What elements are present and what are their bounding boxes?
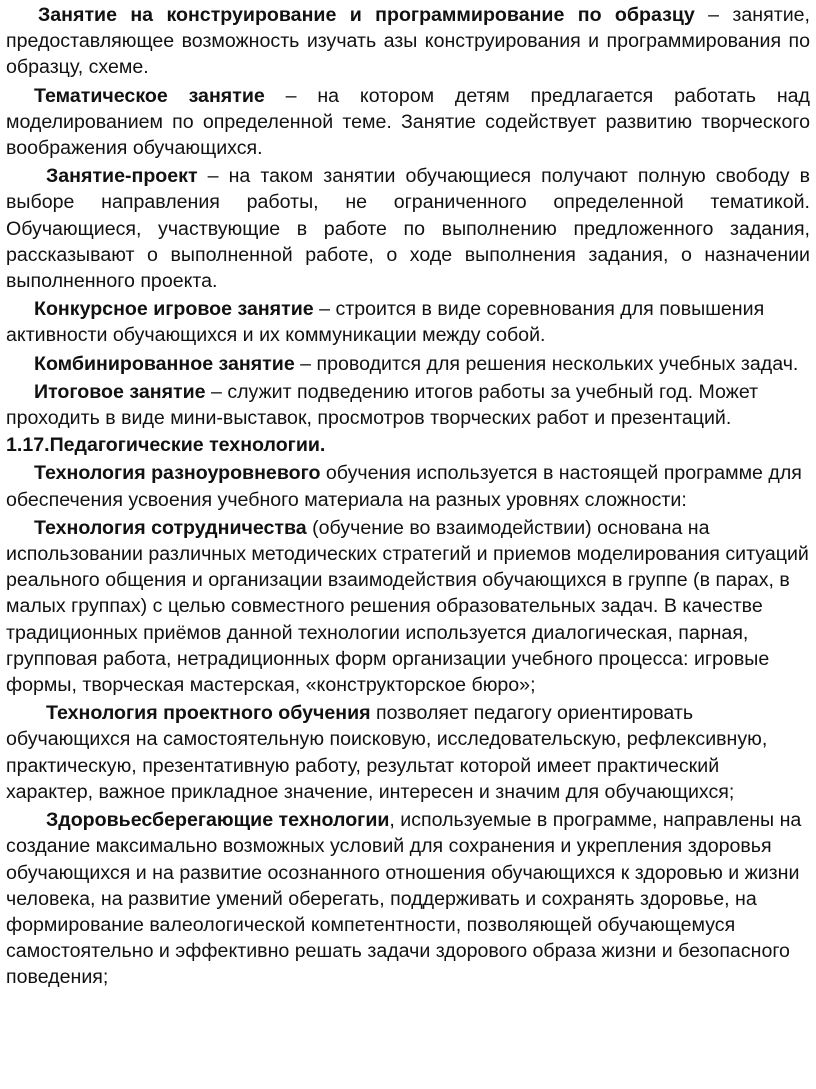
term-construction-lesson: Занятие на конструирование и программирование по образцу xyxy=(38,4,695,26)
term-final-lesson: Итоговое занятие xyxy=(34,380,206,403)
paragraph-project-lesson xyxy=(6,163,810,294)
paragraph-final-lesson xyxy=(6,379,810,431)
paragraph-thematic-lesson xyxy=(6,83,810,162)
text-multilevel-technology: обучения используется в настоящей программе для обеспечения усвоения учебного материала на разных уровнях сложности: xyxy=(6,462,802,511)
paragraph-contest-lesson xyxy=(6,296,810,348)
term-health-technology: Здоровьесберегающие технологии xyxy=(46,809,390,832)
term-thematic-lesson: Тематическое занятие xyxy=(34,84,265,107)
paragraph-project-technology xyxy=(6,700,810,805)
term-contest-lesson: Конкурсное игровое занятие xyxy=(34,298,314,321)
text-project-technology: позволяет педагогу ориентировать обучающихся на самостоятельную поисковую, исследовательскую, рефлексивную, практическую, презентативную работу, результат которой имеет практический характер, важное прикладное значение, интересен и значим для обучающихся; xyxy=(6,702,768,803)
term-multilevel-technology: Технология разноуровневого xyxy=(34,462,321,485)
text-construction-lesson: – занятие, предоставляющее возможность изучать азы конструирования и программирования по образцу, схеме. xyxy=(6,4,810,79)
text-cooperation-technology: (обучение во взаимодействии) основана на использовании различных методических стратегий и приемов моделирования ситуаций реального общения и организации взаимодействия обучающихся в группе (в парах, в малых группах) с целью совместного решения образовательных задач. В качестве традиционных приёмов данной технологии используется диалогическая, парная, групповая работа, нетрадиционных форм организации учебного процесса: игровые формы, творческая мастерская, «конструкторское бюро»; xyxy=(6,516,809,697)
text-project-lesson: – на таком занятии обучающиеся получают полную свободу в выборе направления работы, не ограниченного определенной тематикой. Обучающиеся, участвующие в работе по выполнению предложенного задания, рассказывают о выполненной работе, о ходе выполнения задания, о назначении выполненного проекта. xyxy=(6,165,810,293)
paragraph-construction-lesson xyxy=(6,2,810,81)
text-final-lesson: – служит подведению итогов работы за учебный год. Может проходить в виде мини-выставок, просмотров творческих работ и презентаций. xyxy=(6,380,759,430)
term-project-lesson: Занятие-проект xyxy=(46,165,198,188)
paragraph-cooperation-technology xyxy=(6,515,810,698)
paragraph-multilevel-technology xyxy=(6,460,810,512)
paragraph-health-technology xyxy=(6,807,810,990)
text-combined-lesson: – проводится для решения нескольких учебных задач. xyxy=(294,352,799,375)
section-heading: 1.17.Педагогические технологии. xyxy=(6,434,326,457)
term-combined-lesson: Комбинированное занятие xyxy=(34,352,295,375)
paragraph-combined-lesson xyxy=(6,351,810,377)
term-project-technology: Технология проектного обучения xyxy=(46,702,371,725)
text-contest-lesson: – строится в виде соревнования для повышения активности обучающихся и их коммуникации между собой. xyxy=(6,298,765,347)
text-health-technology: , используемые в программе, направлены на создание максимально возможных условий для сохранения и укрепления здоровья обучающихся и на развитие осознанного отношения обучающихся к здоровью и жизни человека, на развитие умений оберегать, поддерживать и сохранять здоровье, на формирование валеологической компетентности, позволяющей обучающемуся самостоятельно и эффективно решать задачи здорового образа жизни и безопасного поведения; xyxy=(6,809,802,989)
text-thematic-lesson: – на котором детям предлагается работать над моделированием по определенной теме. Занятие содействует развитию творческого воображения обучающихся. xyxy=(6,84,810,160)
document-page xyxy=(6,2,810,991)
term-cooperation-technology: Технология сотрудничества xyxy=(34,516,307,539)
